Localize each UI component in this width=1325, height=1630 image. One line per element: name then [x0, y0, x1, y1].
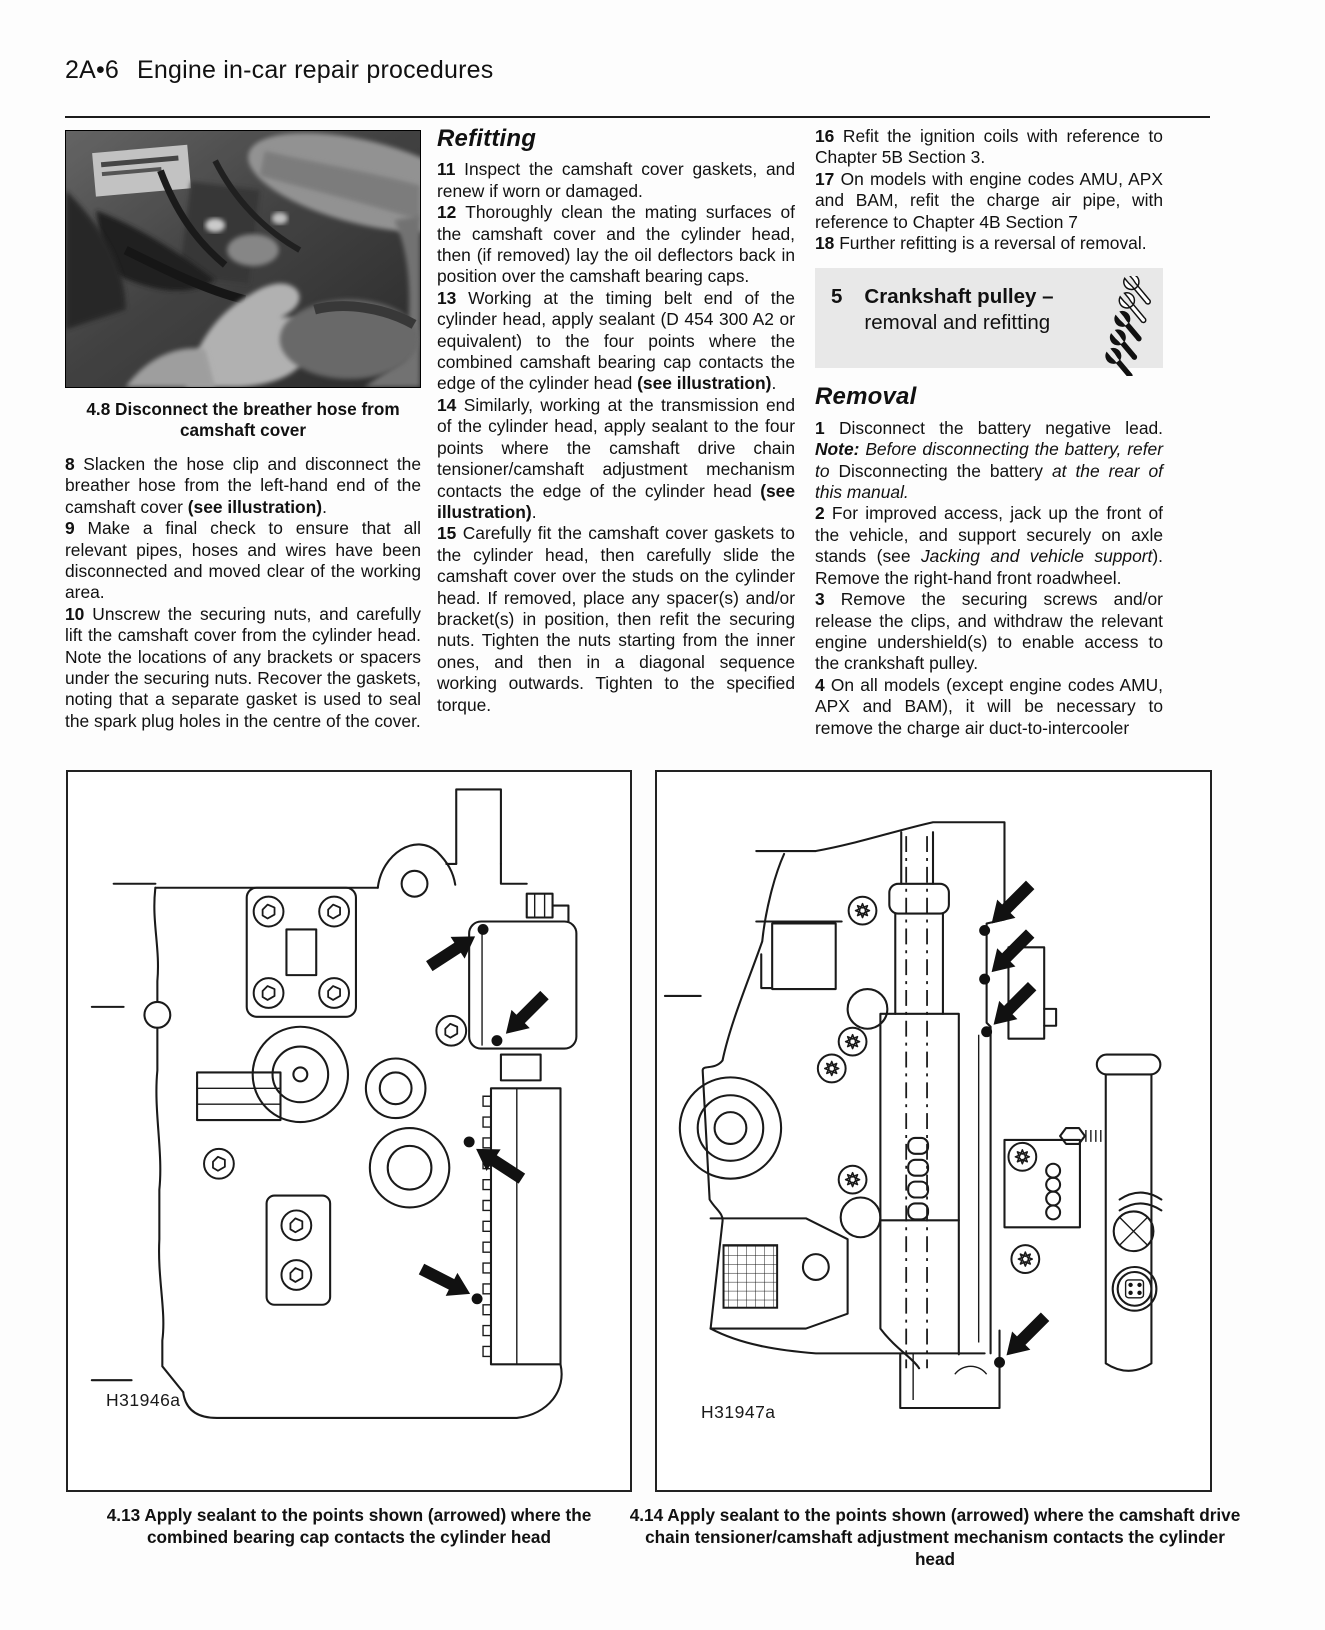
figure-4-14	[655, 770, 1212, 1492]
paragraph-14: 14 Similarly, working at the transmission end of the cylinder head, apply sealant to the four points where the camshaft drive chain tensioner/camshaft adjustment mechanism contacts the edge of the cylinder head (see illustration).	[437, 394, 795, 522]
refitting-heading: Refitting	[437, 125, 537, 152]
section-title-line2: removal and refitting	[864, 311, 1051, 335]
arrow-icons	[416, 926, 554, 1306]
page-title: Engine in-car repair procedures	[137, 56, 494, 84]
paragraph-11: 11 Inspect the camshaft cover gaskets, and renew if worn or damaged.	[437, 159, 796, 201]
paragraph-18: 18 Further refitting is a reversal of removal.	[815, 233, 1147, 254]
spanner-icon	[1103, 276, 1155, 376]
paragraph-16: 16 Refit the ignition coils with reference to Chapter 5B Section 3.	[815, 126, 1163, 168]
left-column	[65, 130, 421, 732]
drawing-ref-label: H31946a	[106, 1390, 181, 1410]
caption-4-8: 4.8 Disconnect the breather hose from camshaft cover	[86, 399, 400, 440]
fig-4-13-line-art	[68, 772, 630, 1490]
engine-photo-artwork	[66, 131, 420, 387]
paragraph-r4: 4 On all models (except engine codes AMU, APX and BAM), it will be necessary to remove the charge air duct-to-intercooler	[815, 674, 1163, 738]
paragraph-r3: 3 Remove the securing screws and/or release the clips, and withdraw the relevant engine undershield(s) to enable access to the crankshaft pulley.	[815, 589, 1163, 674]
caption-4-14: 4.14 Apply sealant to the points shown (arrowed) where the camshaft drive chain tensioner/camshaft adjustment mechanism contacts the cylinder head	[629, 1505, 1241, 1569]
sealant-points	[979, 925, 1005, 1368]
difficulty-spanner-stack	[1099, 276, 1159, 376]
section-title-line1: Crankshaft pulley –	[864, 285, 1054, 309]
figure-4-13	[66, 770, 632, 1492]
page-number: 2A•6	[65, 56, 120, 84]
drawing-ref-label: H31947a	[701, 1402, 776, 1422]
paragraph-13: 13 Working at the timing belt end of the cylinder head, apply sealant (D 454 300 A2 or equivalent) to the four points where the combined camshaft bearing cap contacts the edge of the cylinder head (see illustration).	[437, 287, 795, 394]
section-title	[864, 284, 1053, 336]
paragraph-17: 17 On models with engine codes AMU, APX and BAM, refit the charge air pipe, with reference to Chapter 4B Section 7	[815, 168, 1163, 232]
right-column	[815, 126, 1163, 739]
section-number: 5	[831, 285, 843, 309]
paragraph-8: 8 Slacken the hose clip and disconnect the breather hose from the left-hand end of the camshaft cover (see illustration).	[65, 454, 421, 517]
section-5-box	[815, 268, 1163, 368]
paragraph-12: 12 Thoroughly clean the mating surfaces of the camshaft cover and the cylinder head, then (if removed) lay the oil deflectors back in position over the camshaft bearing caps.	[437, 202, 795, 287]
page-header	[65, 56, 493, 85]
photo-4-8	[65, 130, 421, 388]
paragraph-9: 9 Make a final check to ensure that all relevant pipes, hoses and wires have been disconnected and moved clear of the working area.	[65, 518, 421, 603]
middle-column	[437, 126, 795, 716]
paragraph-r2: 2 For improved access, jack up the front of the vehicle, and support securely on axle stands (see Jacking and vehicle support). Remove the right-hand front roadwheel.	[815, 503, 1164, 588]
fig-4-14-line-art	[657, 772, 1210, 1490]
header-rule	[65, 116, 1210, 118]
paragraph-r1: 1 Disconnect the battery negative lead. Note: Before disconnecting the battery, refer to Disconnecting the battery at the rear of this manual.	[815, 417, 1164, 503]
caption-4-13: 4.13 Apply sealant to the points shown (arrowed) where the combined bearing cap contacts the cylinder head	[106, 1505, 592, 1547]
paragraph-10: 10 Unscrew the securing nuts, and carefully lift the camshaft cover from the cylinder head. Note the locations of any brackets or spacers under the securing nuts. Recover the gaskets, noting that a separate gasket is used to seal the spark plug holes in the centre of the cover.	[65, 603, 421, 731]
paragraph-15: 15 Carefully fit the camshaft cover gaskets to the cylinder head, then carefully slide the camshaft cover over the studs on the cylinder head. If removed, place any spacer(s) and/or bracket(s) in position, then refit the securing nuts. Tighten the nuts starting from the inner ones, and then in a diagonal sequence working outwards. Tighten to the specified torque.	[437, 523, 795, 715]
removal-heading: Removal	[815, 383, 917, 411]
